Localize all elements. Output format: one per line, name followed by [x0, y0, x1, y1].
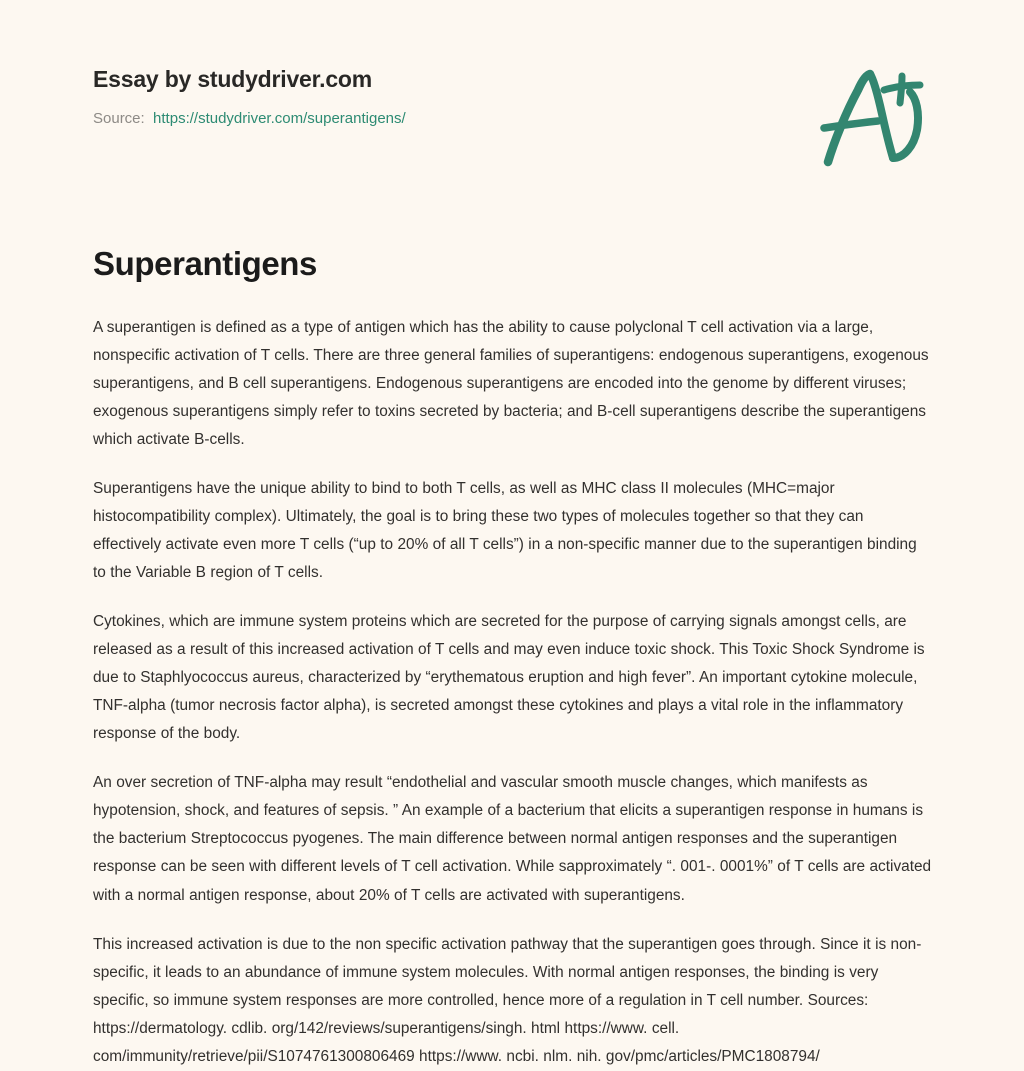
- paragraph: A superantigen is defined as a type of antigen which has the ability to cause polyclonal T cell activation via a large, nonspecific activation of T cells. There are three general families of superantigens: endogenous superantigens, exogenous superantigens, and B cell superantigens. Endogenous superantigens are encoded into the genome by different viruses; exogenous superantigens simply refer to toxins secreted by bacteria; and B-cell superantigens describe the superantigens which activate B-cells.: [93, 318, 929, 449]
- brand-block: [93, 66, 693, 128]
- brand-title: Essay by studydriver.com: [93, 66, 373, 92]
- source-url-link[interactable]: https://studydriver.com/superantigens/: [153, 109, 406, 127]
- paragraph: Cytokines, which are immune system proteins which are secreted for the purpose of carrying signals amongst cells, are released as a result of this increased activation of T cells and may even induce toxic shock. This Toxic Shock Syndrome is due to Staphlyococcus aureus, characterized by “erythematous eruption and high fever”. An important cytokine molecule, TNF-alpha (tumor necrosis factor alpha), is secreted amongst these cytokines and plays a vital role in the inflammatory response of the body.: [93, 613, 925, 743]
- article-body: [93, 245, 933, 1071]
- page-header: [0, 0, 1024, 200]
- page-title: Superantigens: [93, 245, 318, 282]
- paragraph: An over secretion of TNF-alpha may result “endothelial and vascular smooth muscle changes, which manifests as hypotension, shock, and features of sepsis. ” An example of a bacterium that elicits a superantigen response in humans is the bacterium Streptococcus pyogenes. The main difference between normal antigen responses and the superantigen response can be seen with different levels of T cell activation. While sapproximately “. 001-. 0001%” of T cells are activated with a normal antigen response, about 20% of T cells are activated with superantigens.: [93, 774, 932, 904]
- a-plus-logo-icon: [812, 68, 932, 168]
- paragraph: Superantigens have the unique ability to bind to both T cells, as well as MHC class II molecules (MHC=major histocompatibility complex). Ultimately, the goal is to bring these two types of molecules together so that they can effectively activate even more T cells (“up to 20% of all T cells”) in a non-specific manner due to the superantigen binding to the Variable B region of T cells.: [93, 480, 917, 582]
- source-label: Source:: [93, 109, 145, 127]
- source-line: [93, 109, 693, 129]
- paragraph: This increased activation is due to the non specific activation pathway that the superantigen goes through. Since it is non- specific, it leads to an abundance of immune system molecules. With normal antigen responses, the binding is very specific, so immune system responses are more controlled, hence more of a regulation in T cell number. Sources: https://dermatology. cdlib. org/142/reviews/superantigens/singh. html https://www. cell. com/immunity/retrieve/pii/S1074761300806469 https://www. ncbi. nlm. nih. gov/pmc/articles/PMC1808794/: [93, 935, 922, 1065]
